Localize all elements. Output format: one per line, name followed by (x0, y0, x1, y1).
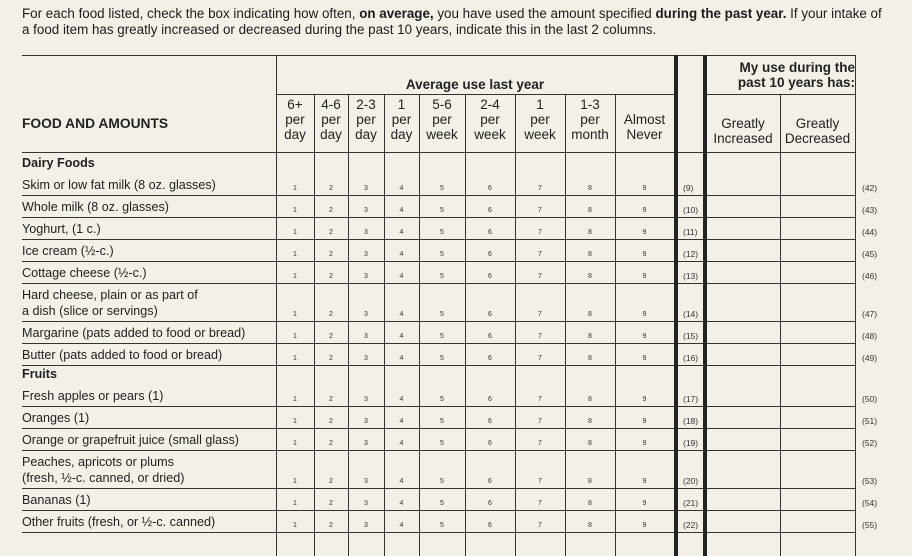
frequency-choice-2[interactable]: 2 (329, 355, 333, 362)
frequency-choice-2[interactable]: 2 (329, 478, 333, 485)
frequency-choice-6[interactable]: 6 (488, 396, 492, 403)
frequency-choice-4[interactable]: 4 (399, 207, 404, 214)
column-code-right: (47) (862, 309, 878, 319)
column-code-left: (17) (683, 394, 699, 404)
frequency-col-5-line-3: week (426, 127, 458, 142)
frequency-choice-7[interactable]: 7 (538, 478, 542, 485)
frequency-choice-5[interactable]: 5 (440, 522, 444, 529)
food-item-label: Orange or grapefruit juice (small glass) (22, 433, 239, 447)
frequency-choice-5[interactable]: 5 (440, 207, 444, 214)
frequency-choice-6[interactable]: 6 (488, 333, 492, 340)
food-item-label: Cottage cheese (½-c.) (22, 266, 147, 280)
frequency-choice-6[interactable]: 6 (488, 355, 492, 362)
frequency-choice-7[interactable]: 7 (538, 207, 542, 214)
frequency-choice-5[interactable]: 5 (440, 251, 444, 258)
frequency-choice-2[interactable]: 2 (329, 229, 333, 236)
table-top-rule (22, 55, 856, 56)
frequency-choice-1[interactable]: 1 (293, 229, 297, 236)
change-title-line2: past 10 years has: (737, 75, 855, 90)
frequency-col-7-line-3: week (524, 127, 556, 142)
column-code-right: (46) (862, 271, 878, 281)
frequency-col-1-line-2: per (285, 112, 305, 127)
column-code-right: (42) (862, 183, 878, 193)
food-item-label: Margarine (pats added to food or bread) (22, 326, 246, 340)
greatly-decreased-checkbox[interactable] (781, 407, 854, 427)
separator-bar-right (703, 55, 707, 556)
food-item-label: Other fruits (fresh, or ½-c. canned) (22, 515, 216, 529)
greatly-decreased-checkbox[interactable] (781, 218, 854, 238)
frequency-column-divider (465, 94, 466, 556)
column-code-left: (9) (683, 183, 694, 193)
frequency-choice-9[interactable]: 9 (642, 418, 647, 425)
frequency-choice-7[interactable]: 7 (538, 396, 542, 403)
greatly-decreased-checkbox[interactable] (781, 322, 854, 342)
greatly-decreased-checkbox[interactable] (781, 489, 854, 509)
frequency-choice-3[interactable]: 3 (364, 251, 368, 258)
frequency-choice-7[interactable]: 7 (538, 500, 542, 507)
frequency-choice-1[interactable]: 1 (293, 478, 297, 485)
frequency-col-6-line-2: per (480, 112, 500, 127)
frequency-choice-9[interactable]: 9 (642, 396, 647, 403)
greatly-increased-checkbox[interactable] (707, 174, 779, 194)
frequency-choice-8[interactable]: 8 (588, 333, 592, 340)
frequency-choice-1[interactable]: 1 (293, 311, 297, 318)
frequency-choice-7[interactable]: 7 (538, 229, 542, 236)
greatly-decreased-checkbox[interactable] (781, 196, 854, 216)
row-divider (22, 532, 856, 533)
frequency-choice-9[interactable]: 9 (642, 478, 647, 485)
frequency-choice-8[interactable]: 8 (588, 418, 592, 425)
frequency-choice-2[interactable]: 2 (329, 418, 333, 425)
column-code-left: (10) (683, 205, 699, 215)
frequency-choice-2[interactable]: 2 (329, 500, 333, 507)
category-label: Dairy Foods (22, 156, 95, 170)
frequency-choice-6[interactable]: 6 (488, 207, 492, 214)
frequency-choice-3[interactable]: 3 (364, 207, 368, 214)
frequency-choice-2[interactable]: 2 (329, 273, 333, 280)
column-code-left: (12) (683, 249, 699, 259)
frequency-choice-1[interactable]: 1 (293, 522, 297, 529)
frequency-choice-9[interactable]: 9 (642, 522, 647, 529)
frequency-column-divider (384, 94, 385, 556)
food-item-label: Peaches, apricots or plums (22, 455, 174, 469)
frequency-choice-5[interactable]: 5 (440, 311, 444, 318)
frequency-choice-2[interactable]: 2 (329, 207, 333, 214)
frequency-choice-8[interactable]: 8 (588, 207, 592, 214)
frequency-col-9-line-3: Never (626, 127, 663, 142)
frequency-choice-7[interactable]: 7 (538, 273, 542, 280)
column-code-left: (14) (683, 309, 699, 319)
frequency-choice-3[interactable]: 3 (364, 185, 368, 192)
frequency-choice-3[interactable]: 3 (364, 418, 368, 425)
food-item-label: Skim or low fat milk (8 oz. glasses) (22, 178, 216, 192)
column-code-left: (19) (683, 438, 699, 448)
frequency-choice-7[interactable]: 7 (538, 418, 542, 425)
frequency-choice-9[interactable]: 9 (642, 273, 647, 280)
frequency-col-6-line-1: 2-4 (480, 97, 500, 112)
change-col-1-line-1: Greatly (721, 116, 765, 131)
frequency-choice-5[interactable]: 5 (440, 273, 444, 280)
column-code-right: (52) (862, 438, 878, 448)
frequency-choice-1[interactable]: 1 (293, 185, 297, 192)
greatly-increased-checkbox[interactable] (707, 451, 779, 487)
column-code-left: (18) (683, 416, 699, 426)
greatly-increased-checkbox[interactable] (707, 284, 779, 320)
frequency-choice-2[interactable]: 2 (329, 333, 333, 340)
greatly-decreased-checkbox[interactable] (781, 451, 854, 487)
frequency-choice-8[interactable]: 8 (588, 522, 592, 529)
food-item-label: Bananas (1) (22, 493, 91, 507)
frequency-choice-4[interactable]: 4 (399, 500, 404, 507)
frequency-col-7-line-1: 1 (536, 97, 544, 112)
frequency-choice-9[interactable]: 9 (642, 311, 647, 318)
intro-text-3: If your intake of a food item has greatly increased or decreased during the past 10 years, indicate this in the last 2 columns. (22, 6, 882, 37)
frequency-choice-5[interactable]: 5 (440, 229, 444, 236)
change-col-2-line-1: Greatly (795, 116, 840, 131)
row-divider (22, 365, 856, 366)
frequency-choice-9[interactable]: 9 (642, 251, 647, 258)
frequency-column-divider (348, 94, 349, 556)
frequency-choice-2[interactable]: 2 (329, 251, 333, 258)
frequency-choice-1[interactable]: 1 (293, 333, 297, 340)
frequency-choice-3[interactable]: 3 (364, 333, 368, 340)
food-item-label-line2: a dish (slice or servings) (22, 304, 158, 318)
frequency-choice-4[interactable]: 4 (399, 522, 404, 529)
frequency-choice-4[interactable]: 4 (399, 355, 404, 362)
frequency-choice-1[interactable]: 1 (293, 273, 297, 280)
frequency-choice-4[interactable]: 4 (399, 418, 404, 425)
change-column-divider (780, 94, 781, 556)
frequency-choice-3[interactable]: 3 (364, 500, 368, 507)
column-code-right: (49) (862, 353, 878, 363)
frequency-choice-3[interactable]: 3 (364, 396, 368, 403)
frequency-col-3-line-2: per (356, 112, 376, 127)
greatly-increased-checkbox[interactable] (707, 262, 779, 282)
frequency-choice-4[interactable]: 4 (399, 333, 404, 340)
frequency-col-9-line-2: Almost (623, 112, 666, 127)
frequency-col-8-line-2: per (580, 112, 600, 127)
column-code-right: (43) (862, 205, 878, 215)
frequency-choice-6[interactable]: 6 (488, 251, 492, 258)
greatly-decreased-checkbox[interactable] (781, 240, 854, 260)
frequency-choice-1[interactable]: 1 (293, 251, 297, 258)
avg-use-title: Average use last year (405, 77, 545, 92)
frequency-choice-7[interactable]: 7 (538, 311, 542, 318)
frequency-col-3-line-1: 2-3 (356, 97, 376, 112)
frequency-choice-8[interactable]: 8 (588, 440, 592, 447)
frequency-column-divider (615, 94, 616, 556)
frequency-choice-6[interactable]: 6 (488, 311, 492, 318)
frequency-choice-8[interactable]: 8 (588, 229, 592, 236)
frequency-choice-1[interactable]: 1 (293, 207, 297, 214)
frequency-choice-4[interactable]: 4 (399, 229, 404, 236)
greatly-increased-checkbox[interactable] (707, 385, 779, 405)
column-code-right: (54) (862, 498, 878, 508)
food-item-label: Whole milk (8 oz. glasses) (22, 200, 169, 214)
category-label: Fruits (22, 367, 57, 381)
frequency-choice-7[interactable]: 7 (538, 355, 542, 362)
greatly-increased-checkbox[interactable] (707, 322, 779, 342)
column-code-left: (22) (683, 520, 699, 530)
frequency-choice-3[interactable]: 3 (364, 355, 368, 362)
column-code-right: (51) (862, 416, 878, 426)
separator-bar-left (674, 55, 678, 556)
greatly-increased-checkbox[interactable] (707, 344, 779, 364)
frequency-col-6-line-3: week (474, 127, 506, 142)
food-item-label: Hard cheese, plain or as part of (22, 288, 198, 302)
frequency-choice-2[interactable]: 2 (329, 396, 333, 403)
column-code-right: (50) (862, 394, 878, 404)
frequency-choice-7[interactable]: 7 (538, 522, 542, 529)
intro-text-2: you have used the amount specified (433, 6, 656, 21)
frequency-choice-1[interactable]: 1 (293, 355, 297, 362)
frequency-col-2-line-3: day (320, 127, 342, 142)
food-item-label: Yoghurt, (1 c.) (22, 222, 101, 236)
column-code-right: (55) (862, 520, 878, 530)
frequency-choice-4[interactable]: 4 (399, 251, 404, 258)
frequency-choice-6[interactable]: 6 (488, 478, 492, 485)
frequency-choice-8[interactable]: 8 (588, 185, 592, 192)
header-bottom-rule (22, 152, 856, 153)
food-item-label-line2: (fresh, ½-c. canned, or dried) (22, 471, 185, 485)
frequency-choice-9[interactable]: 9 (642, 229, 647, 236)
frequency-choice-6[interactable]: 6 (488, 522, 492, 529)
frequency-choice-8[interactable]: 8 (588, 251, 592, 258)
table-right-border (855, 55, 856, 556)
greatly-increased-checkbox[interactable] (707, 429, 779, 449)
frequency-col-1-line-3: day (284, 127, 306, 142)
greatly-decreased-checkbox[interactable] (781, 385, 854, 405)
frequency-choice-4[interactable]: 4 (399, 185, 404, 192)
intro-text-1: For each food listed, check the box indicating how often, (22, 6, 360, 21)
frequency-choice-6[interactable]: 6 (488, 185, 492, 192)
column-code-left: (13) (683, 271, 699, 281)
frequency-column-divider (419, 94, 420, 556)
change-col-1-line-2: Increased (713, 131, 773, 146)
food-amounts-header: FOOD AND AMOUNTS (22, 116, 169, 131)
frequency-choice-5[interactable]: 5 (440, 440, 444, 447)
frequency-choice-8[interactable]: 8 (588, 273, 592, 280)
frequency-choice-1[interactable]: 1 (293, 396, 297, 403)
frequency-choice-9[interactable]: 9 (642, 500, 647, 507)
frequency-choice-1[interactable]: 1 (293, 500, 297, 507)
column-code-right: (48) (862, 331, 878, 341)
food-item-label: Ice cream (½-c.) (22, 244, 114, 258)
frequency-choice-6[interactable]: 6 (488, 418, 492, 425)
frequency-choice-2[interactable]: 2 (329, 522, 333, 529)
column-code-right: (44) (862, 227, 878, 237)
frequency-choice-2[interactable]: 2 (329, 185, 333, 192)
frequency-choice-5[interactable]: 5 (440, 355, 444, 362)
frequency-choice-8[interactable]: 8 (588, 311, 592, 318)
column-code-left: (21) (683, 498, 699, 508)
greatly-increased-checkbox[interactable] (707, 511, 779, 531)
frequency-choice-4[interactable]: 4 (399, 478, 404, 485)
frequency-choice-5[interactable]: 5 (440, 418, 444, 425)
change-title-line1: My use during the (739, 60, 855, 75)
column-code-left: (16) (683, 353, 699, 363)
frequency-choice-5[interactable]: 5 (440, 185, 444, 192)
column-code-left: (11) (683, 227, 698, 237)
frequency-choice-8[interactable]: 8 (588, 396, 592, 403)
frequency-choice-6[interactable]: 6 (488, 229, 492, 236)
intro-bold-1: on average, (359, 6, 434, 21)
frequency-col-2-line-1: 4-6 (321, 97, 341, 112)
frequency-choice-9[interactable]: 9 (642, 355, 647, 362)
column-code-right: (45) (862, 249, 878, 259)
greatly-increased-checkbox[interactable] (707, 407, 779, 427)
intro-bold-2: during the past year. (655, 6, 787, 21)
frequency-choice-5[interactable]: 5 (440, 500, 444, 507)
frequency-column-divider (565, 94, 566, 556)
frequency-col-7-line-2: per (530, 112, 550, 127)
column-code-left: (15) (683, 331, 699, 341)
frequency-choice-3[interactable]: 3 (364, 440, 368, 447)
frequency-col-8-line-1: 1-3 (580, 97, 600, 112)
frequency-choice-5[interactable]: 5 (440, 333, 444, 340)
frequency-col-8-line-3: month (571, 127, 609, 142)
frequency-choice-3[interactable]: 3 (364, 478, 368, 485)
frequency-choice-4[interactable]: 4 (399, 273, 404, 280)
frequency-choice-3[interactable]: 3 (364, 229, 368, 236)
frequency-choice-9[interactable]: 9 (642, 333, 647, 340)
frequency-choice-7[interactable]: 7 (538, 440, 542, 447)
frequency-column-divider (515, 94, 516, 556)
frequency-col-4-line-3: day (390, 127, 413, 142)
frequency-col-4-line-2: per (391, 112, 412, 127)
greatly-decreased-checkbox[interactable] (781, 511, 854, 531)
frequency-choice-5[interactable]: 5 (440, 396, 444, 403)
frequency-choice-3[interactable]: 3 (364, 522, 368, 529)
greatly-increased-checkbox[interactable] (707, 489, 779, 509)
frequency-choice-7[interactable]: 7 (538, 185, 542, 192)
food-item-label: Fresh apples or pears (1) (22, 389, 164, 403)
frequency-col-5-line-1: 5-6 (432, 97, 452, 112)
frequency-choice-2[interactable]: 2 (329, 311, 333, 318)
frequency-choice-1[interactable]: 1 (293, 418, 297, 425)
frequency-column-divider (276, 55, 277, 556)
frequency-choice-8[interactable]: 8 (588, 500, 592, 507)
frequency-choice-9[interactable]: 9 (642, 185, 647, 192)
frequency-choice-9[interactable]: 9 (642, 440, 647, 447)
frequency-choice-4[interactable]: 4 (399, 440, 404, 447)
frequency-choice-7[interactable]: 7 (538, 251, 542, 258)
greatly-decreased-checkbox[interactable] (781, 344, 854, 364)
frequency-choice-8[interactable]: 8 (588, 355, 592, 362)
greatly-decreased-checkbox[interactable] (781, 174, 854, 194)
frequency-choice-1[interactable]: 1 (293, 440, 297, 447)
column-code-right: (53) (862, 476, 878, 486)
frequency-col-2-line-2: per (321, 112, 341, 127)
frequency-choice-6[interactable]: 6 (488, 440, 492, 447)
frequency-choice-9[interactable]: 9 (642, 207, 647, 214)
frequency-choice-6[interactable]: 6 (488, 500, 492, 507)
frequency-col-5-line-2: per (432, 112, 452, 127)
greatly-decreased-checkbox[interactable] (781, 262, 854, 282)
greatly-decreased-checkbox[interactable] (781, 429, 854, 449)
frequency-col-4-line-1: 1 (397, 97, 406, 112)
instructions-paragraph (22, 6, 892, 38)
frequency-choice-3[interactable]: 3 (364, 311, 368, 318)
frequency-choice-6[interactable]: 6 (488, 273, 492, 280)
frequency-column-divider (314, 94, 315, 556)
greatly-increased-checkbox[interactable] (707, 196, 779, 216)
frequency-col-3-line-3: day (355, 127, 377, 142)
frequency-choice-2[interactable]: 2 (329, 440, 333, 447)
frequency-choice-4[interactable]: 4 (399, 396, 404, 403)
frequency-choice-7[interactable]: 7 (538, 333, 542, 340)
frequency-col-1-line-1: 6+ (287, 97, 303, 112)
change-col-2-line-2: Decreased (784, 131, 851, 146)
frequency-choice-3[interactable]: 3 (364, 273, 368, 280)
food-item-label: Butter (pats added to food or bread) (22, 348, 223, 362)
frequency-choice-5[interactable]: 5 (440, 478, 444, 485)
greatly-decreased-checkbox[interactable] (781, 284, 854, 320)
column-code-left: (20) (683, 476, 699, 486)
frequency-choice-4[interactable]: 4 (399, 311, 404, 318)
frequency-choice-8[interactable]: 8 (588, 478, 592, 485)
greatly-increased-checkbox[interactable] (707, 240, 779, 260)
food-item-label: Oranges (1) (22, 411, 90, 425)
greatly-increased-checkbox[interactable] (707, 218, 779, 238)
